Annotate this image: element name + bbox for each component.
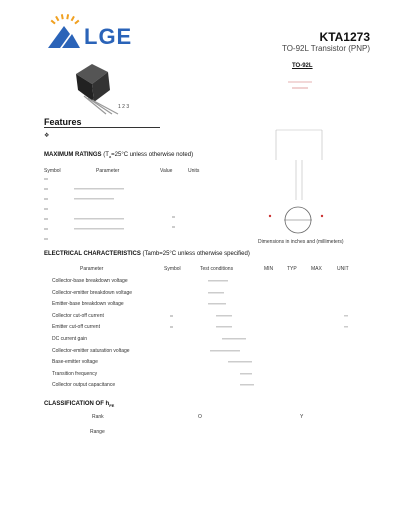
elec-col-parameter: Parameter xyxy=(80,266,104,272)
package-outline-drawing xyxy=(262,70,342,235)
sun-rays-icon xyxy=(51,14,80,24)
rank-label: Rank xyxy=(92,414,104,420)
logo-text: LGE xyxy=(84,24,133,49)
elec-col-unit: UNIT xyxy=(337,266,349,272)
max-ratings-rows xyxy=(44,176,204,242)
elec-row: Emitter cut-off current xyxy=(52,324,100,330)
elec-row: Collector cut-off current xyxy=(52,313,104,319)
elec-col-min: MIN xyxy=(264,266,274,272)
elec-row: Base-emitter voltage xyxy=(52,359,98,365)
electrical-title: ELECTRICAL CHARACTERISTICS (Tamb=25°C unless otherwise specified) xyxy=(44,251,250,257)
max-ratings-title: MAXIMUM RATINGS ($T_a=25^\circ C$ unless otherwise noted) xyxy=(44,152,194,160)
part-subtitle: TO-92L Transistor (PNP) xyxy=(281,44,370,53)
elec-row: Collector-emitter breakdown voltage xyxy=(52,290,133,296)
transistor-image xyxy=(70,60,140,120)
pin-label: 1 2 3 xyxy=(118,104,130,110)
elec-col-max: MAX xyxy=(311,266,322,272)
elec-row: DC current gain xyxy=(52,336,88,342)
features-divider xyxy=(44,127,160,128)
elec-col-symbol: Symbol xyxy=(164,266,181,272)
elec-col-test-conditions: Test conditions xyxy=(200,266,234,272)
max-col-units: Units xyxy=(188,168,200,174)
elec-row: Collector output capacitance xyxy=(52,382,116,388)
dimensions-note: Dimensions in inches and (millimeters) xyxy=(258,239,344,245)
max-col-parameter: Parameter xyxy=(96,168,120,174)
part-number: KTA1273 xyxy=(319,30,370,44)
rank-y: Y xyxy=(300,414,304,420)
elec-col-typ: TYP xyxy=(287,266,297,272)
package-label: TO-92L xyxy=(292,63,313,69)
electrical-values xyxy=(160,278,360,388)
elec-row: Collector-base breakdown voltage xyxy=(52,278,128,284)
feature-bullet-icon: ❖ xyxy=(44,133,50,139)
mountain-mark-icon xyxy=(48,26,80,48)
elec-row: Collector-emitter saturation voltage xyxy=(52,348,130,354)
max-col-value: Value xyxy=(160,168,173,174)
range-label: Range xyxy=(90,429,105,435)
features-heading: Features xyxy=(44,117,82,127)
max-col-symbol: Symbol xyxy=(44,168,61,174)
classification-title: CLASSIFICATION OF $h_{FE}$ xyxy=(44,401,115,409)
rank-o: O xyxy=(198,414,202,420)
elec-row: Transition frequency xyxy=(52,371,98,377)
elec-row: Emitter-base breakdown voltage xyxy=(52,301,124,307)
